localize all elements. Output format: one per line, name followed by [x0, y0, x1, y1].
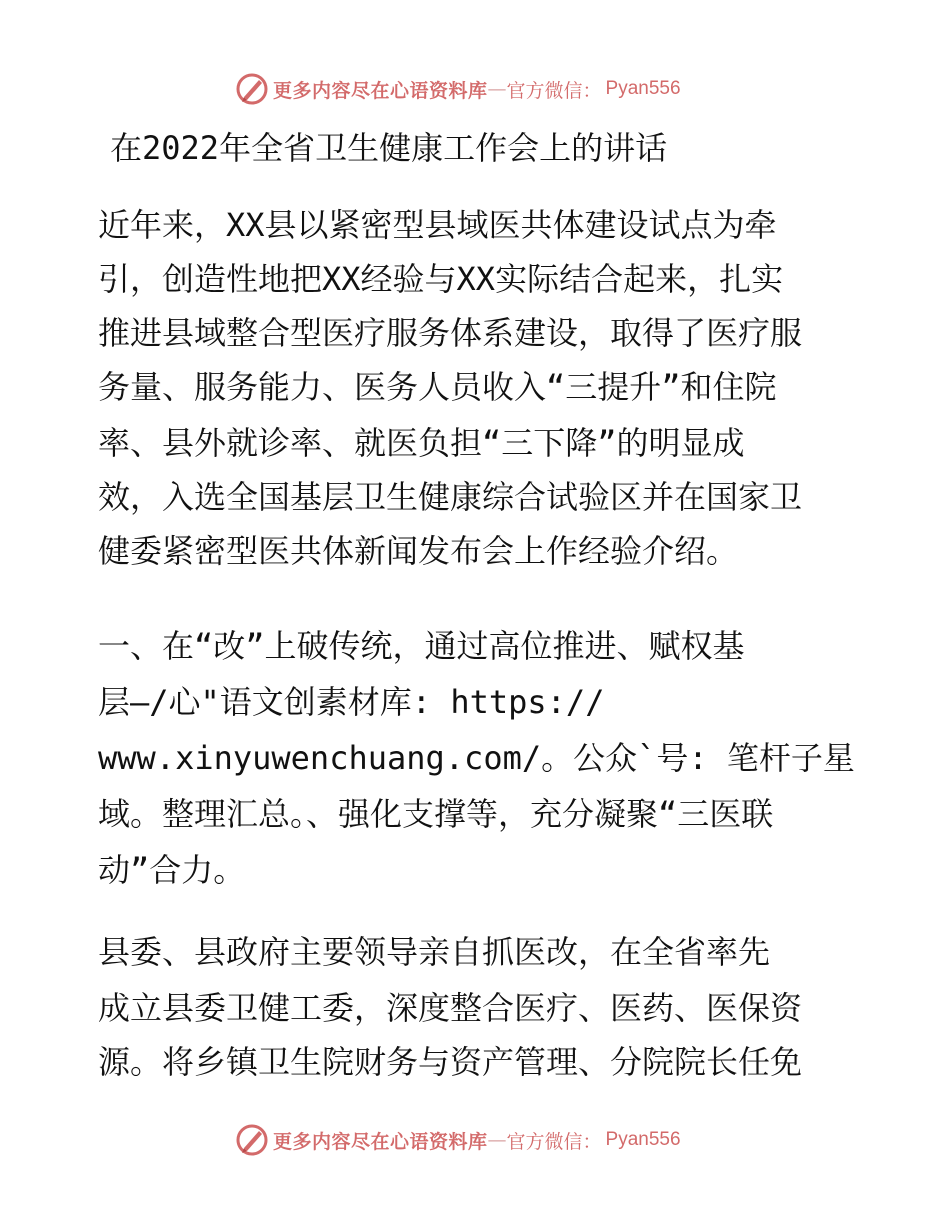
body-line: 效，入选全国基层卫生健康综合试验区并在国家卫 — [98, 478, 803, 516]
pen-logo-icon — [235, 72, 269, 106]
body-line: www.xinyuwenchuang.com/。公众`号: 笔杆子星 — [98, 739, 855, 777]
pen-logo-icon — [235, 1123, 269, 1157]
body-line: 率、县外就诊率、就医负担“三下降”的明显成 — [98, 424, 745, 462]
body-line: 层—/心"语文创素材库: https:// — [98, 683, 605, 721]
watermark-main-text: 更多内容尽在心语资料库 — [273, 79, 488, 102]
watermark-account: Pyan556 — [605, 1129, 681, 1150]
watermark-separator: — — [487, 78, 507, 100]
body-line: 域。整理汇总。、强化支撑等，充分凝聚“三医联 — [98, 795, 774, 833]
watermark-label: 官方微信： — [506, 1130, 602, 1153]
body-line: 源。将乡镇卫生院财务与资产管理、分院院长任免 — [98, 1043, 803, 1081]
body-line: 一、在“改”上破传统，通过高位推进、赋权基 — [98, 627, 745, 665]
watermark-header — [235, 72, 681, 106]
body-line: 引，创造性地把XX经验与XX实际结合起来，扎实 — [98, 260, 784, 298]
body-line: 成立县委卫健工委，深度整合医疗、医药、医保资 — [98, 989, 803, 1027]
body-line: 近年来，XX县以紧密型县域医共体建设试点为牵 — [98, 206, 777, 244]
body-line: 县委、县政府主要领导亲自抓医改，在全省率先 — [98, 933, 771, 971]
document-title: 在2022年全省卫生健康工作会上的讲话 — [110, 129, 668, 167]
watermark-label: 官方微信： — [506, 79, 602, 102]
watermark-footer — [235, 1123, 681, 1157]
watermark-main-text: 更多内容尽在心语资料库 — [273, 1130, 488, 1153]
body-line: 推进县域整合型医疗服务体系建设，取得了医疗服 — [98, 314, 803, 352]
watermark-account: Pyan556 — [605, 78, 681, 99]
watermark-separator: — — [487, 1129, 507, 1151]
body-line: 务量、服务能力、医务人员收入“三提升”和住院 — [98, 368, 777, 406]
body-line: 动”合力。 — [98, 851, 246, 889]
body-line: 健委紧密型医共体新闻发布会上作经验介绍。 — [98, 532, 739, 570]
